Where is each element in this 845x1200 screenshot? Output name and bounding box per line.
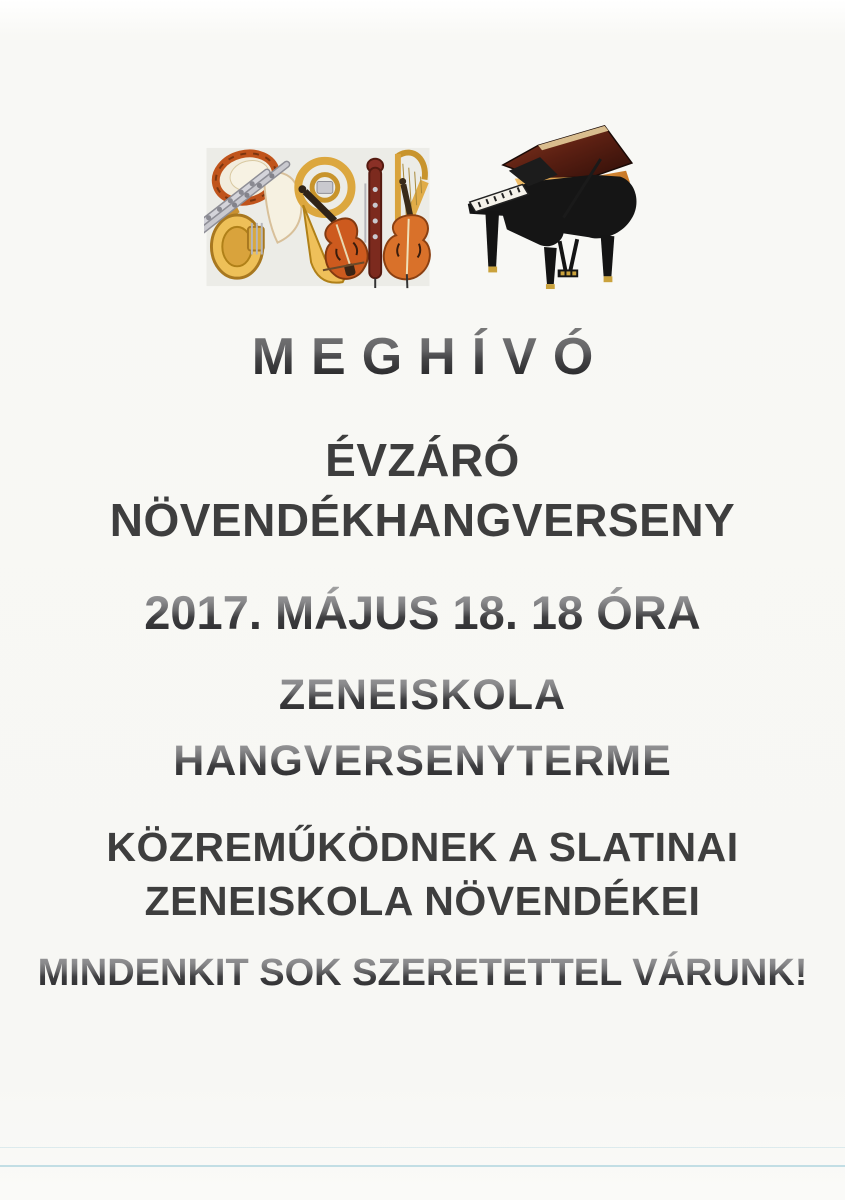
orchestral-instruments-image xyxy=(204,144,432,290)
performers-line2: ZENEISKOLA NÖVENDÉKEI xyxy=(144,878,701,924)
event-datetime: 2017. MÁJUS 18. 18 ÓRA xyxy=(0,586,845,640)
piano-pedal-lyre xyxy=(557,239,578,277)
performers-block xyxy=(0,820,845,928)
header-images-row xyxy=(0,0,845,290)
event-name-block xyxy=(0,430,845,550)
grand-piano-image xyxy=(446,120,642,290)
venue-line1: ZENEISKOLA xyxy=(0,670,845,720)
event-name-line2: NÖVENDÉKHANGVERSENY xyxy=(109,494,736,546)
venue-line2: HANGVERSENYTERME xyxy=(0,736,845,786)
closing-line: MINDENKIT SOK SZERETETTEL VÁRUNK! xyxy=(0,950,845,996)
scan-artifact-line xyxy=(0,1147,845,1148)
poster-title: MEGHÍVÓ xyxy=(0,324,845,390)
scan-artifact-line xyxy=(0,1165,845,1167)
event-name-line1: ÉVZÁRÓ xyxy=(325,434,520,486)
performers-line1: KÖZREMŰKÖDNEK A SLATINAI xyxy=(106,824,739,870)
